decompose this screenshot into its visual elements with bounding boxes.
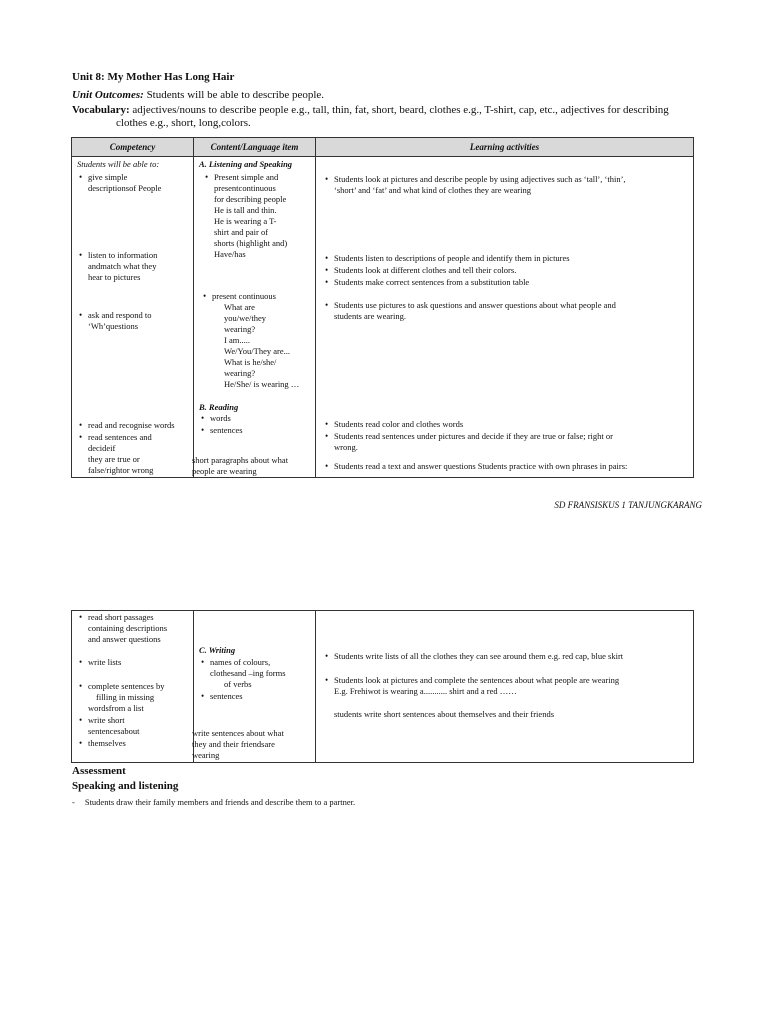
- content-line: of verbs: [224, 679, 252, 689]
- content-line: shorts (highlight and): [214, 238, 288, 248]
- competency-line: decideif: [88, 443, 116, 453]
- activity-item: • Students use pictures to ask questions and answer questions about what people and: [334, 300, 616, 311]
- activity-item: • Students read sentences under pictures and decide if they are true or false; right or: [334, 431, 613, 442]
- content-line: wearing?: [224, 324, 256, 334]
- vocabulary-line1: adjectives/nouns to describe people e.g., tall, thin, fat, short, beard, clothes e.g., T-shirt, cap, etc., adjectives for describing: [129, 104, 669, 116]
- competency-line: descriptionsof People: [88, 183, 162, 193]
- competency-cell: [72, 157, 194, 478]
- content-cell: [194, 611, 316, 763]
- content-line: He is tall and thin.: [214, 205, 277, 215]
- activity-item: • Students read color and clothes words: [334, 419, 463, 430]
- school-name: SD FRANSISKUS 1 TANJUNGKARANG: [554, 500, 702, 510]
- competency-item: • write short: [88, 715, 125, 726]
- activity-line: wrong.: [334, 442, 358, 452]
- outcomes-label: Unit Outcomes:: [72, 89, 144, 101]
- vocabulary-line2: clothes e.g., short, long,colors.: [116, 117, 251, 129]
- content-line: wearing?: [224, 368, 256, 378]
- competency-line: and answer questions: [88, 634, 161, 644]
- content-line: He/She/ is wearing …: [224, 379, 300, 389]
- unit-outcomes: [72, 89, 324, 101]
- activity-item: • Students read a text and answer questions Students practice with own phrases in pairs:: [334, 461, 627, 472]
- competency-item: • themselves: [88, 738, 126, 749]
- content-line: short paragraphs about what: [192, 455, 289, 465]
- section-a-heading: A. Listening and Speaking: [199, 159, 293, 169]
- activity-item: • Students look at pictures and complete the sentences about what people are wearing: [334, 675, 619, 686]
- content-line: Have/has: [214, 249, 246, 259]
- activity-line: E.g. Frehiwot is wearing a........... shirt and a red ……: [334, 686, 517, 696]
- outcomes-text: Students will be able to describe people.: [143, 89, 325, 101]
- vocabulary-label: Vocabulary:: [72, 104, 130, 116]
- content-line: presentcontinuous: [214, 183, 276, 193]
- content-item: • names of colours,: [210, 657, 270, 668]
- assessment-item: [72, 797, 355, 807]
- activity-line: students are wearing.: [334, 311, 406, 321]
- competency-line: filling in missing: [96, 692, 155, 702]
- content-line: clothesand –ing forms: [210, 668, 286, 678]
- competency-line: andmatch what they: [88, 261, 157, 271]
- content-line: We/You/They are...: [224, 346, 290, 356]
- learning-table-2: [71, 610, 694, 763]
- header-activities: Learning activities: [316, 138, 694, 157]
- activity-item: • Students write lists of all the clothes they can see around them e.g. red cap, blue skirt: [334, 651, 623, 662]
- learning-table-1: [71, 137, 694, 478]
- activities-cell: [316, 157, 694, 478]
- competency-line: containing descriptions: [88, 623, 168, 633]
- competency-item: • write lists: [88, 657, 121, 668]
- header-competency: Competency: [72, 138, 194, 157]
- competency-line: wordsfrom a list: [88, 703, 144, 713]
- activity-item: • Students make correct sentences from a substitution table: [334, 277, 529, 288]
- content-line: wearing: [192, 750, 220, 760]
- content-line: people are wearing: [192, 466, 257, 476]
- content-line: I am.....: [224, 335, 250, 345]
- competency-item: • read short passages: [88, 612, 154, 623]
- speaking-listening-heading: Speaking and listening: [72, 780, 179, 792]
- activity-item: • Students listen to descriptions of people and identify them in pictures: [334, 253, 570, 264]
- content-item: • words: [210, 413, 231, 424]
- content-line: What are: [224, 302, 255, 312]
- competency-item: • complete sentences by: [88, 681, 164, 692]
- section-c-heading: C. Writing: [199, 645, 236, 655]
- content-item: • sentences: [210, 691, 243, 702]
- competency-line: hear to pictures: [88, 272, 141, 282]
- content-line: for describing people: [214, 194, 287, 204]
- competency-line: ‘Wh’questions: [88, 321, 139, 331]
- assessment-dash: -: [72, 797, 75, 807]
- activity-item: • Students look at different clothes and tell their colors.: [334, 265, 516, 276]
- content-item: • sentences: [210, 425, 243, 436]
- activity-line: ‘short’ and ‘fat’ and what kind of clothes they are wearing: [334, 185, 531, 195]
- activity-line: students write short sentences about themselves and their friends: [334, 709, 554, 719]
- unit-title: Unit 8: My Mother Has Long Hair: [72, 71, 235, 83]
- content-line: He is wearing a T-: [214, 216, 277, 226]
- competency-item: • listen to information: [88, 250, 157, 261]
- competency-line: they are true or: [88, 454, 140, 464]
- assessment-heading: Assessment: [72, 765, 126, 777]
- competency-item: • read and recognise words: [88, 420, 175, 431]
- competency-cell: [72, 611, 194, 763]
- competency-intro: Students will be able to:: [77, 159, 160, 169]
- content-line: you/we/they: [224, 313, 267, 323]
- activities-cell: [316, 611, 694, 763]
- header-content: Content/Language item: [194, 138, 316, 157]
- content-line: write sentences about what: [192, 728, 284, 738]
- competency-line: false/rightor wrong: [88, 465, 154, 475]
- content-item: • Present simple and: [214, 172, 278, 183]
- section-b-heading: B. Reading: [199, 402, 239, 412]
- competency-item: • read sentences and: [88, 432, 152, 443]
- content-line: shirt and pair of: [214, 227, 269, 237]
- competency-item: • ask and respond to: [88, 310, 152, 321]
- competency-item: • give simple: [88, 172, 127, 183]
- content-line: they and their friendsare: [192, 739, 275, 749]
- content-cell: [194, 157, 316, 478]
- content-line: What is he/she/: [224, 357, 277, 367]
- activity-item: • Students look at pictures and describe people by using adjectives such as ‘tall’, ‘thin’,: [334, 174, 626, 185]
- assessment-text: Students draw their family members and friends and describe them to a partner.: [84, 797, 356, 807]
- vocabulary: [72, 104, 692, 130]
- competency-line: sentencesabout: [88, 726, 140, 736]
- content-item: • present continuous: [212, 291, 276, 302]
